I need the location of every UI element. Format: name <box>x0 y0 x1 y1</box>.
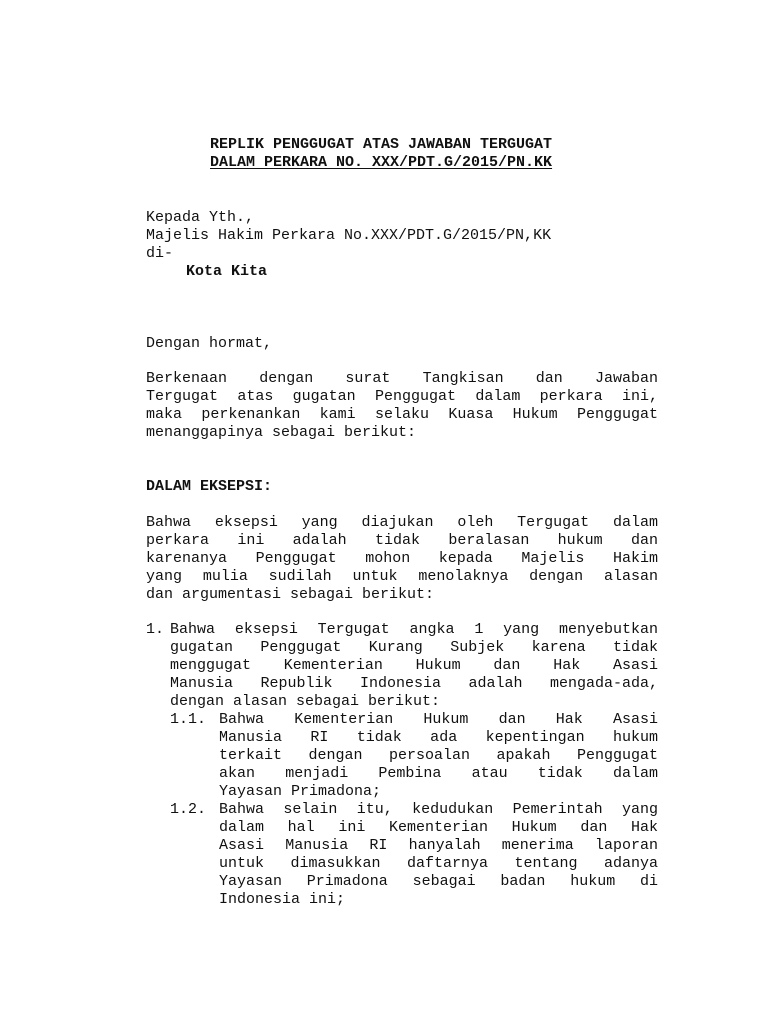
section-intro-line-1: Bahwa eksepsi yang diajukan oleh Tergugat dalam <box>146 514 658 531</box>
document-title-line-2: DALAM PERKARA NO. XXX/PDT.G/2015/PN.KK <box>210 154 553 171</box>
sub-item-number: 1.1. <box>170 711 207 728</box>
list-item-line: menggugat Kementerian Hukum dan Hak Asasi <box>170 657 658 674</box>
sub-item-line: Yayasan Primadona; <box>219 783 382 800</box>
list-item-number: 1. <box>146 621 165 638</box>
address-line-1: Kepada Yth., <box>146 209 255 226</box>
section-intro-line-5: dan argumentasi sebagai berikut: <box>146 586 435 603</box>
list-item-line: gugatan Penggugat Kurang Subjek karena tidak <box>170 639 658 656</box>
sub-item-line: Bahwa Kementerian Hukum dan Hak Asasi <box>219 711 658 728</box>
intro-line-2: Tergugat atas gugatan Penggugat dalam perkara ini, <box>146 388 658 405</box>
section-intro-line-3: karenanya Penggugat mohon kepada Majelis Hakim <box>146 550 658 567</box>
document-title-line-1: REPLIK PENGGUGAT ATAS JAWABAN TERGUGAT <box>210 136 553 153</box>
address-line-3: di- <box>146 245 174 262</box>
sub-item-line: untuk dimasukkan daftarnya tentang adanya <box>219 855 658 872</box>
list-item-line: Bahwa eksepsi Tergugat angka 1 yang menyebutkan <box>170 621 658 638</box>
sub-item-line: Yayasan Primadona sebagai badan hukum di <box>219 873 658 890</box>
sub-item-line: akan menjadi Pembina atau tidak dalam <box>219 765 658 782</box>
greeting: Dengan hormat, <box>146 335 273 352</box>
sub-item-line: Bahwa selain itu, kedudukan Pemerintah yang <box>219 801 658 818</box>
intro-line-3: maka perkenankan kami selaku Kuasa Hukum Penggugat <box>146 406 658 423</box>
sub-item-line: terkait dengan persoalan apakah Penggugat <box>219 747 658 764</box>
list-item-line: dengan alasan sebagai berikut: <box>170 693 441 710</box>
section-intro-line-4: yang mulia sudilah untuk menolaknya dengan alasan <box>146 568 658 585</box>
address-city: Kota Kita <box>186 263 268 280</box>
sub-item-line: Asasi Manusia RI hanyalah menerima laporan <box>219 837 658 854</box>
intro-line-1: Berkenaan dengan surat Tangkisan dan Jawaban <box>146 370 658 387</box>
address-line-2: Majelis Hakim Perkara No.XXX/PDT.G/2015/PN,KK <box>146 227 552 244</box>
intro-line-4: menanggapinya sebagai berikut: <box>146 424 417 441</box>
section-heading: DALAM EKSEPSI: <box>146 478 273 495</box>
sub-item-line: dalam hal ini Kementerian Hukum dan Hak <box>219 819 658 836</box>
sub-item-line: Indonesia ini; <box>219 891 346 908</box>
sub-item-number: 1.2. <box>170 801 207 818</box>
section-intro-line-2: perkara ini adalah tidak beralasan hukum dan <box>146 532 658 549</box>
sub-item-line: Manusia RI tidak ada kepentingan hukum <box>219 729 658 746</box>
list-item-line: Manusia Republik Indonesia adalah mengada-ada, <box>170 675 658 692</box>
